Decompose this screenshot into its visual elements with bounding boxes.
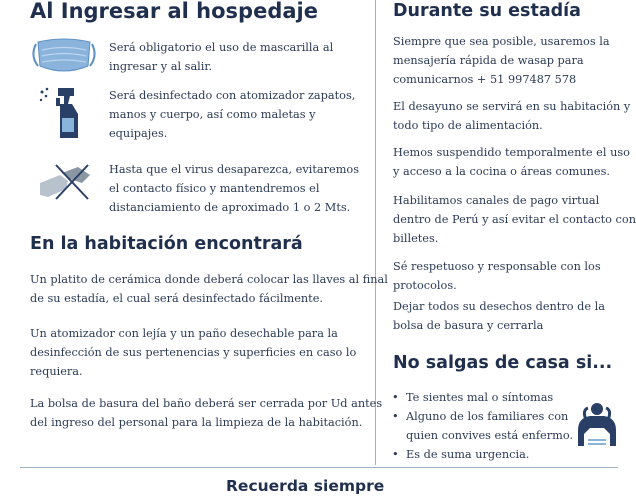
item-desinfeccion: Será desinfectado con atomizador zapatos, manos y cuerpo, así como maletas y equipajes. (109, 89, 356, 140)
estadia-para-pago: Habilitamos canales de pago virtual dentro de Perú y así evitar el contacto con billetes. (393, 194, 636, 245)
estadia-para-desayuno: El desayuno se servirá en su habitación y todo tipo de alimentación. (393, 100, 631, 132)
no-handshake-icon (38, 163, 92, 203)
sick-person-icon (574, 400, 620, 448)
spray-bottle-icon (38, 86, 82, 140)
estadia-para-desechos: Dejar todos su desechos dentro de la bolsa de basura y cerrarla (393, 300, 605, 332)
face-mask-icon (30, 36, 98, 76)
habitacion-para-atomizador: Un atomizador con lejía y un paño desechable para la desinfección de sus pertenencias y superficies en caso lo requiera. (30, 327, 357, 378)
section-title-estadia: Durante su estadía (393, 1, 581, 21)
no-salgas-list (392, 388, 573, 464)
habitacion-para-platito: Un platito de cerámica donde deberá colocar las llaves al final de su estadía, el cual será desinfectado fácilmente. (30, 273, 388, 305)
list-item: • Alguno de los familiares con quien convives está enfermo. (392, 407, 573, 445)
estadia-para-cocina: Hemos suspendido temporalmente el uso y acceso a la cocina o áreas comunes. (393, 146, 630, 178)
footer-divider (20, 467, 618, 468)
item-mascarilla: Será obligatorio el uso de mascarilla al ingresar y al salir. (109, 41, 334, 73)
habitacion-para-basura: La bolsa de basura del baño deberá ser cerrada por Ud antes del ingreso del personal para la limpieza de la habitación. (30, 397, 383, 429)
estadia-para-respetuoso: Sé respetuoso y responsable con los protocolos. (393, 260, 601, 292)
list-item: • Es de suma urgencia. (392, 445, 573, 464)
list-item: • Te sientes mal o síntomas (392, 388, 573, 407)
footer-title: Recuerda siempre (226, 477, 385, 495)
estadia-para-wasap: Siempre que sea posible, usaremos la mensajería rápida de wasap para comunicarnos + 51 997487 578 (393, 35, 610, 86)
section-title-ingresar: Al Ingresar al hospedaje (30, 0, 318, 23)
section-title-habitacion: En la habitación encontrará (30, 234, 303, 254)
section-title-no-salgas: No salgas de casa si... (393, 353, 613, 373)
item-distanciamiento: Hasta que el virus desaparezca, evitaremos el contacto físico y mantendremos el distanciamiento de aproximado 1 o 2 Mts. (109, 163, 360, 214)
